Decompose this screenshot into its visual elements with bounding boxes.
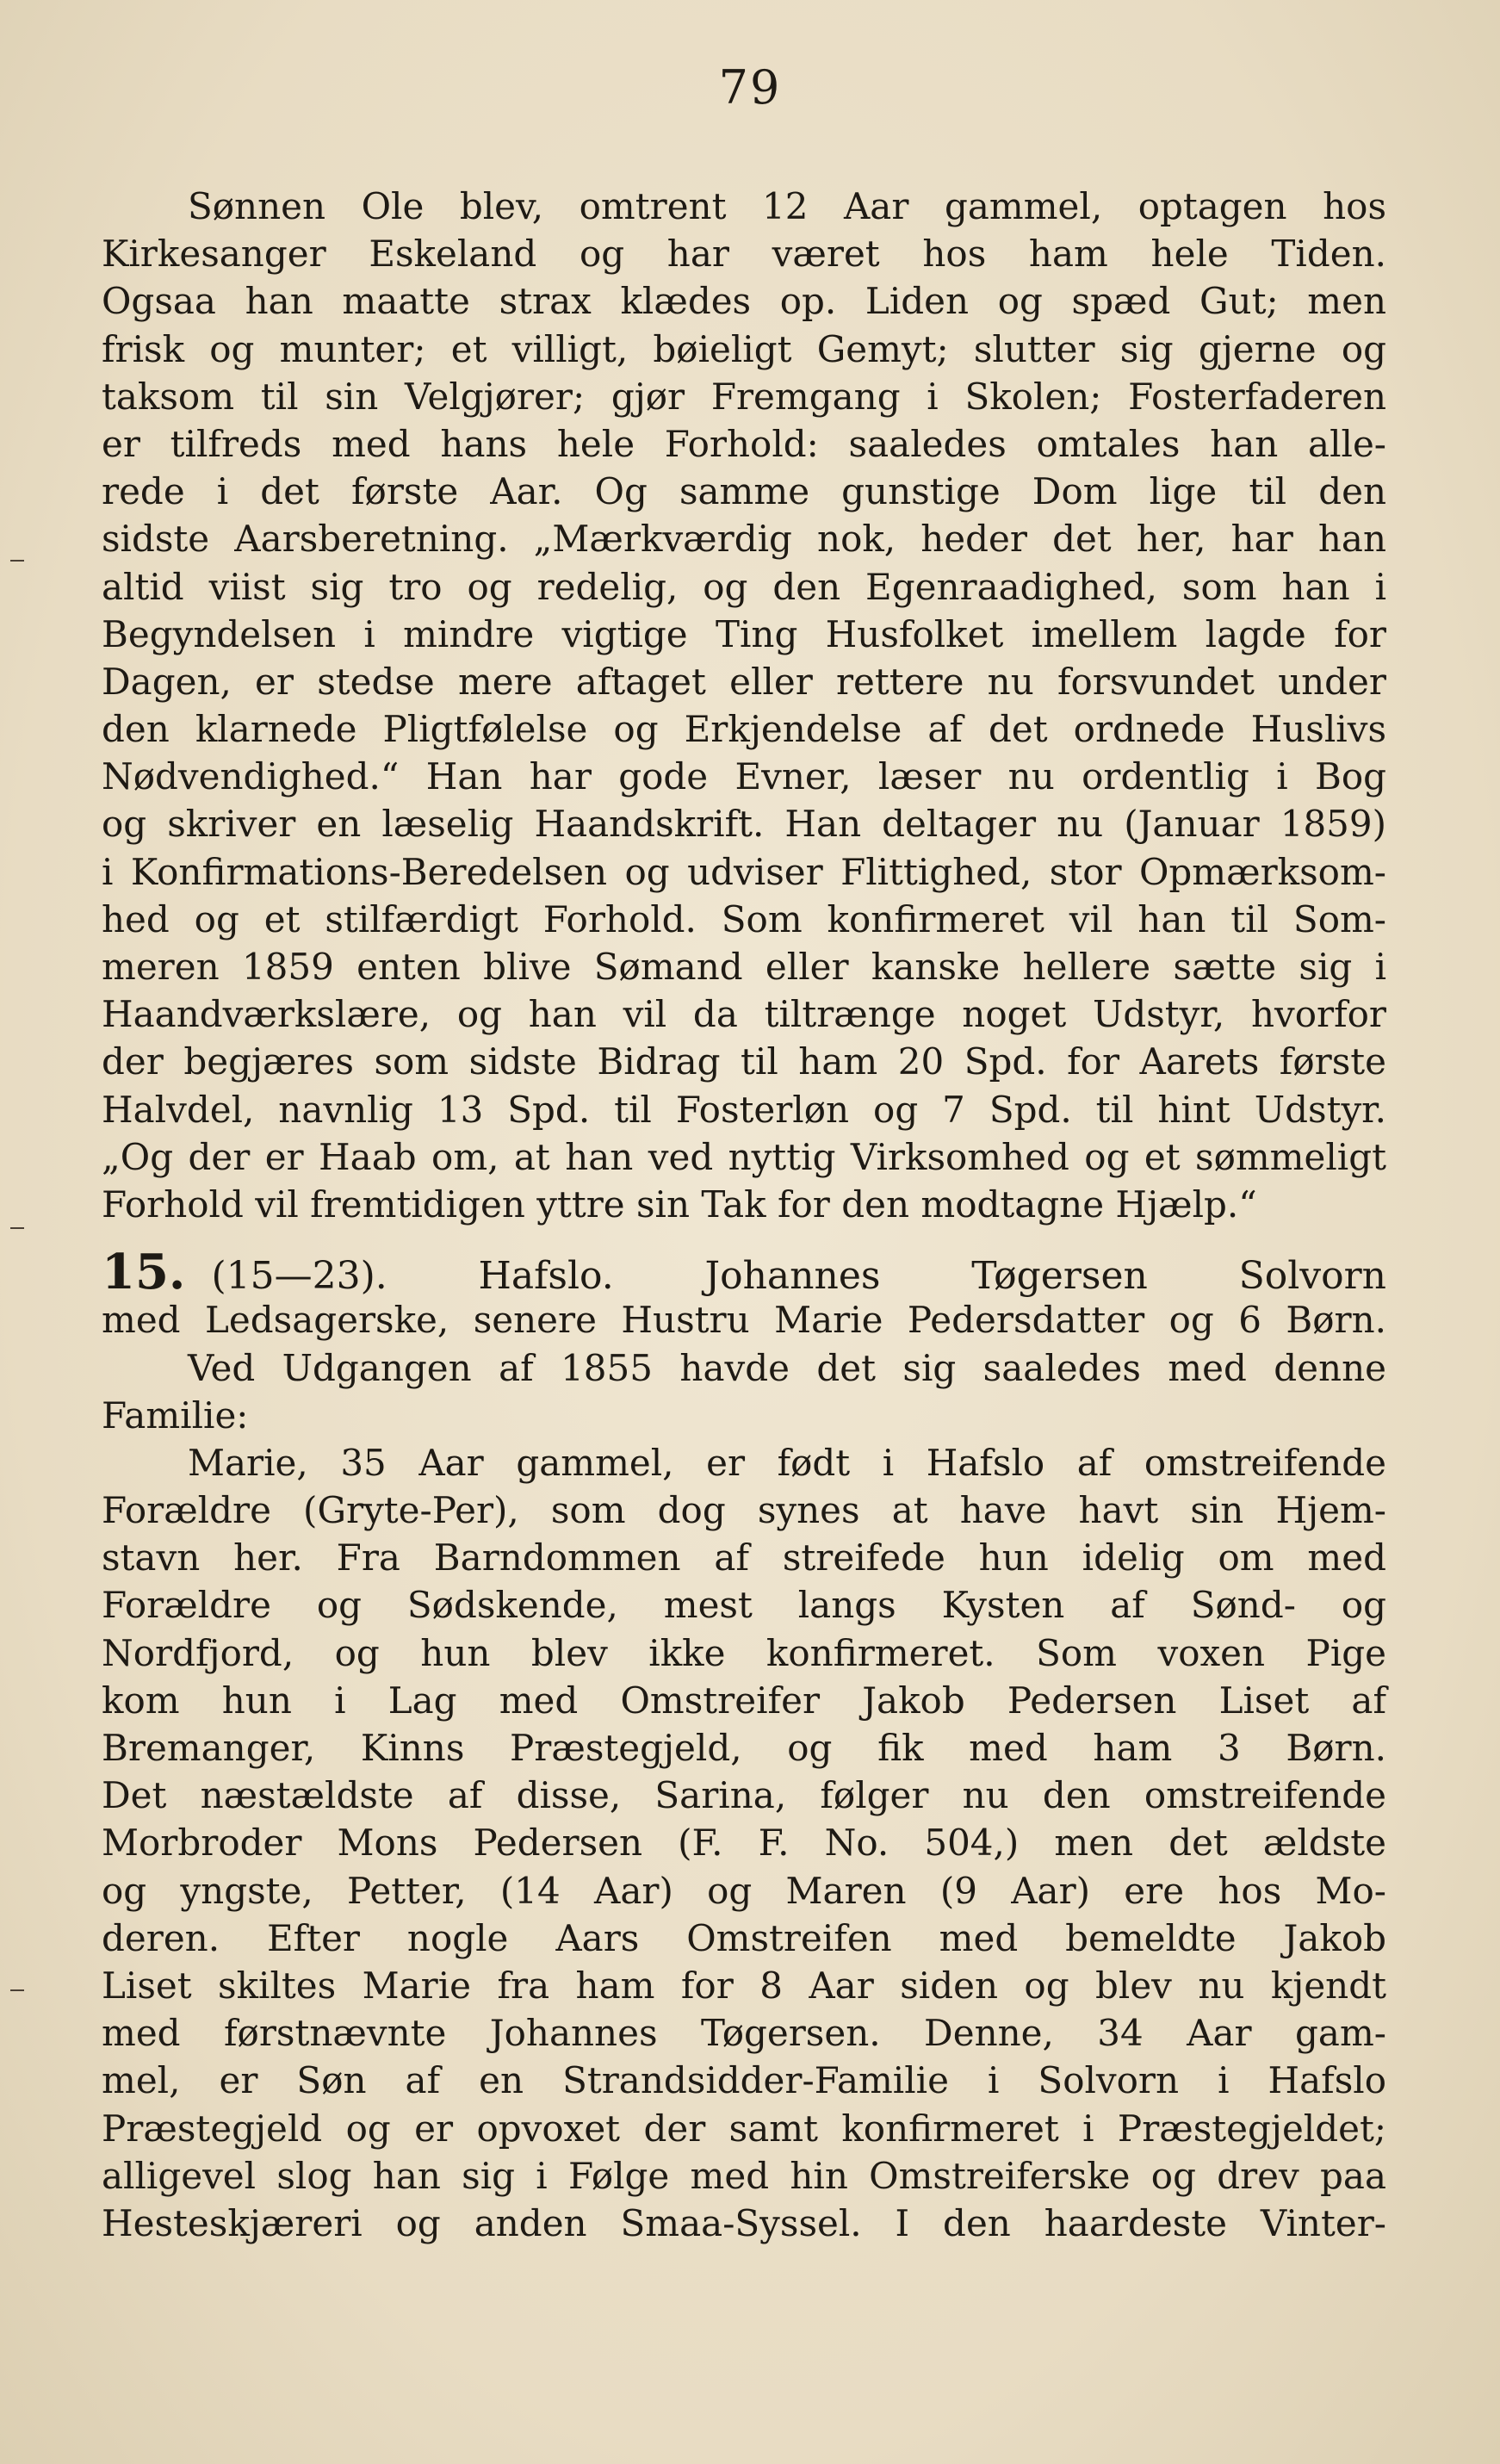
text-line: Hesteskjærerі og anden Smaa-Syssel. I den haardeste Vinter- (102, 2201, 1386, 2244)
text-line: mel, er Søn af en Strandsidder-Familie i Solvorn i Hafslo (102, 2059, 1386, 2102)
margin-mark (10, 560, 24, 562)
text-line: i Konfirmations-Beredelsen og udviser Flittighed, stor Opmærksom- (102, 850, 1386, 893)
text-line: deren. Efter nogle Aars Omstreifen med bemeldte Jakob (102, 1916, 1386, 1959)
text-line: taksom til sin Velgjører; gjør Fremgang i Skolen; Fosterfaderen (102, 375, 1386, 418)
margin-mark (10, 1227, 24, 1229)
text-line: Præstegjeld og er opvoxet der samt konfirmeret i Præstegjeldet; (102, 2107, 1386, 2150)
text-line: Forældre og Sødskende, mest langs Kysten af Sønd- og (102, 1584, 1386, 1627)
section-subheading: med Ledsagerske, senere Hustru Marie Pedersdatter og 6 Børn. (102, 1299, 1386, 1342)
text-line: Marie, 35 Aar gammel, er født i Hafslo af omstreifende (188, 1441, 1386, 1484)
margin-mark (10, 1989, 24, 1991)
text-line: Haandværkslære, og han vil da tiltrænge noget Udstyr, hvorfor (102, 993, 1386, 1036)
text-line: Bremanger, Kinns Præstegjeld, og fik med ham 3 Børn. (102, 1727, 1386, 1769)
text-line: Halvdel, navnlig 13 Spd. til Fosterløn og 7 Spd. til hint Udstyr. (102, 1088, 1386, 1131)
text-line: den klarnede Pligtfølelse og Erkjendelse af det ordnede Huslivs (102, 708, 1386, 751)
text-line: kom hun i Lag med Omstreifer Jakob Pedersen Liset af (102, 1679, 1386, 1722)
text-line: „Og der er Haab om, at han ved nyttig Virksomhed og et sømmeligt (102, 1135, 1386, 1178)
text-line: alligevel slog han sig i Følge med hin Omstreiferske og drev paa (102, 2154, 1386, 2197)
text-line: og yngste, Petter, (14 Aar) og Maren (9 Aar) ere hos Mo- (102, 1869, 1386, 1912)
text-line: meren 1859 enten blive Sømand eller kanske hellere sætte sig i (102, 946, 1386, 988)
text-line: Nødvendighed.“ Han har gode Evner, læser nu ordentlig i Bog (102, 755, 1386, 798)
text-line: Det næstældste af disse, Sarina, følger nu den omstreifende (102, 1774, 1386, 1817)
text-line: der begjæres som sidste Bidrag til ham 20 Spd. for Aarets første (102, 1040, 1386, 1083)
text-line: stavn her. Fra Barndommen af streifede hun idelig om med (102, 1536, 1386, 1580)
body-text (102, 183, 1386, 2247)
text-line: sidste Aarsberetning. „Mærkværdig nok, heder det her, har han (102, 518, 1386, 561)
section-number: 15. (102, 1244, 186, 1301)
text-line: Liset skiltes Marie fra ham for 8 Aar siden og blev nu kjendt (102, 1964, 1386, 2007)
text-line: Nordfjord, og hun blev ikke konfirmeret. Som voxen Pige (102, 1631, 1386, 1674)
text-line: med førstnævnte Johannes Tøgersen. Denne, 34 Aar gam- (102, 2012, 1386, 2055)
text-line: Forhold vil fremtidigen yttre sin Tak for den modtagne Hjælp.“ (102, 1182, 1257, 1226)
text-line: altid viist sig tro og redelig, og den Egenraadighed, som han i (102, 565, 1386, 608)
section-heading-text: (15—23). Hafslo. Johannes Tøgersen Solvorn (211, 1254, 1386, 1299)
text-line: Dagen, er stedse mere aftaget eller rettere nu forsvundet under (102, 660, 1386, 703)
text-line: Sønnen Ole blev, omtrent 12 Aar gammel, optagen hos (188, 185, 1386, 227)
text-line: Forældre (Gryte-Per), som dog synes at have havt sin Hjem- (102, 1489, 1386, 1532)
text-line: Ved Udgangen af 1855 havde det sig saaledes med denne (188, 1346, 1386, 1389)
section-heading (102, 1244, 1386, 1301)
text-line: Familie: (102, 1393, 249, 1437)
text-line: rede i det første Aar. Og samme gunstige Dom lige til den (102, 470, 1386, 513)
text-line: Ogsaa han maatte strax klædes op. Liden og spæd Gut; men (102, 280, 1386, 323)
text-line: er tilfreds med hans hele Forhold: saaledes omtales han alle- (102, 422, 1386, 465)
text-line: Morbroder Mons Pedersen (F. F. No. 504,) men det ældste (102, 1822, 1386, 1865)
page-number: 79 (718, 60, 782, 115)
text-line: og skriver en læselig Haandskrift. Han deltager nu (Januar 1859) (102, 803, 1386, 846)
text-line: Begyndelsen i mindre vigtige Ting Husfolket imellem lagde for (102, 612, 1386, 655)
text-line: hed og et stilfærdigt Forhold. Som konfirmeret vil han til Som- (102, 897, 1386, 940)
text-line: Kirkesanger Eskeland og har været hos ham hele Tiden. (102, 233, 1386, 276)
text-line: frisk og munter; et villigt, bøieligt Gemyt; slutter sig gjerne og (102, 327, 1386, 370)
